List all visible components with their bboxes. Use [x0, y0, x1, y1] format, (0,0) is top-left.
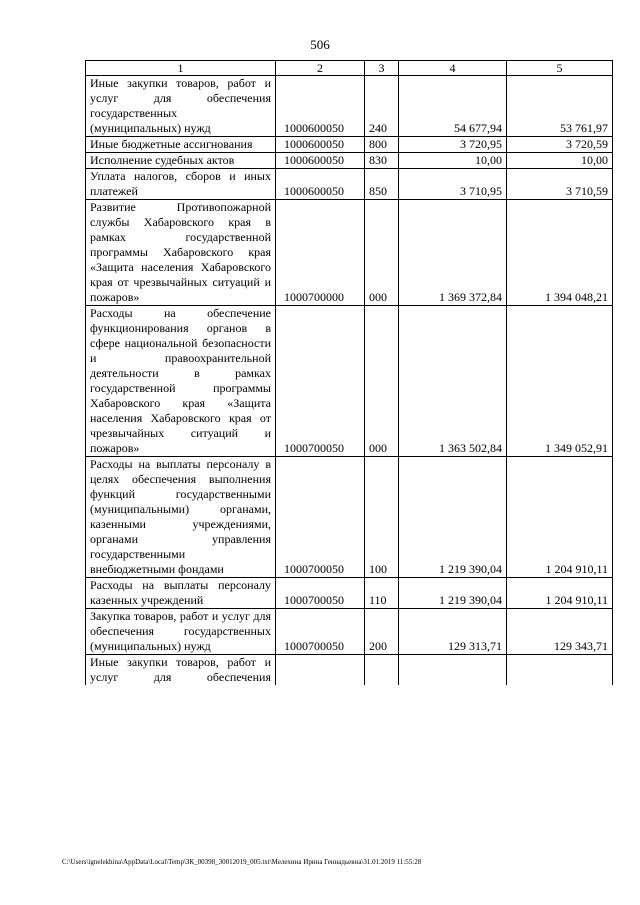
expense-kind-code: 000	[365, 306, 399, 457]
target-article-code: 1000600050	[276, 169, 365, 200]
row-description: Расходы на выплаты персоналу в целях обеспечения выполнения функций государственными (муниципальными) органами, казенными учреждениями, органами управления государственными внебюджетными фондами	[86, 457, 276, 578]
table-row	[86, 76, 613, 137]
expense-kind-code	[365, 655, 399, 686]
target-article-code: 1000600050	[276, 137, 365, 153]
target-article-code: 1000700050	[276, 306, 365, 457]
amount-col5: 1 204 910,11	[507, 457, 613, 578]
row-description: Иные закупки товаров, работ и услуг для обеспечения	[86, 655, 276, 686]
expense-kind-code: 200	[365, 609, 399, 655]
target-article-code: 1000700000	[276, 200, 365, 306]
column-header: 2	[276, 61, 365, 76]
amount-col5: 1 394 048,21	[507, 200, 613, 306]
expense-kind-code: 110	[365, 578, 399, 609]
amount-col4: 1 363 502,84	[399, 306, 507, 457]
expense-kind-code: 830	[365, 153, 399, 169]
table-row	[86, 306, 613, 457]
amount-col5: 10,00	[507, 153, 613, 169]
column-header: 5	[507, 61, 613, 76]
table-row	[86, 609, 613, 655]
table-header-row	[86, 61, 613, 76]
amount-col4: 3 720,95	[399, 137, 507, 153]
table-row	[86, 457, 613, 578]
budget-table	[85, 60, 613, 685]
expense-kind-code: 000	[365, 200, 399, 306]
table-row	[86, 655, 613, 686]
column-header: 1	[86, 61, 276, 76]
target-article-code	[276, 655, 365, 686]
expense-kind-code: 100	[365, 457, 399, 578]
table-row	[86, 200, 613, 306]
amount-col5: 1 204 910,11	[507, 578, 613, 609]
row-description: Уплата налогов, сборов и иных платежей	[86, 169, 276, 200]
table-row	[86, 137, 613, 153]
amount-col5: 53 761,97	[507, 76, 613, 137]
amount-col5: 1 349 052,91	[507, 306, 613, 457]
column-header: 4	[399, 61, 507, 76]
target-article-code: 1000600050	[276, 153, 365, 169]
row-description: Исполнение судебных актов	[86, 153, 276, 169]
row-description: Иные закупки товаров, работ и услуг для обеспечения государственных (муниципальных) нужд	[86, 76, 276, 137]
expense-kind-code: 850	[365, 169, 399, 200]
amount-col5: 129 343,71	[507, 609, 613, 655]
table-row	[86, 578, 613, 609]
row-description: Расходы на выплаты персоналу казенных учреждений	[86, 578, 276, 609]
amount-col4: 1 369 372,84	[399, 200, 507, 306]
amount-col4: 10,00	[399, 153, 507, 169]
amount-col4: 54 677,94	[399, 76, 507, 137]
expense-kind-code: 240	[365, 76, 399, 137]
amount-col4: 1 219 390,04	[399, 457, 507, 578]
table-row	[86, 169, 613, 200]
amount-col5: 3 720,59	[507, 137, 613, 153]
amount-col4: 3 710,95	[399, 169, 507, 200]
target-article-code: 1000600050	[276, 76, 365, 137]
target-article-code: 1000700050	[276, 578, 365, 609]
amount-col5: 3 710,59	[507, 169, 613, 200]
file-path-footer: C:\Users\ignelekhina\AppData\Local\Temp\ЗК_00398_30012019_005.txt\Мелехина Ирина Геннадьевна\31.01.2019 11:55:28	[62, 858, 422, 866]
amount-col4: 129 313,71	[399, 609, 507, 655]
amount-col4: 1 219 390,04	[399, 578, 507, 609]
row-description: Закупка товаров, работ и услуг для обеспечения государственных (муниципальных) нужд	[86, 609, 276, 655]
column-header: 3	[365, 61, 399, 76]
amount-col5	[507, 655, 613, 686]
amount-col4	[399, 655, 507, 686]
row-description: Расходы на обеспечение функционирования органов в сфере национальной безопасности и правоохранительной деятельности в рамках государственной программы Хабаровского края «Защита населения Хабаровского края от чрезвычайных ситуаций и пожаров»	[86, 306, 276, 457]
target-article-code: 1000700050	[276, 609, 365, 655]
table-row	[86, 153, 613, 169]
page-number: 506	[310, 37, 330, 52]
target-article-code: 1000700050	[276, 457, 365, 578]
row-description: Иные бюджетные ассигнования	[86, 137, 276, 153]
expense-kind-code: 800	[365, 137, 399, 153]
row-description: Развитие Противопожарной службы Хабаровского края в рамках государственной программы Хабаровского края «Защита населения Хабаровского края от чрезвычайных ситуаций и пожаров»	[86, 200, 276, 306]
